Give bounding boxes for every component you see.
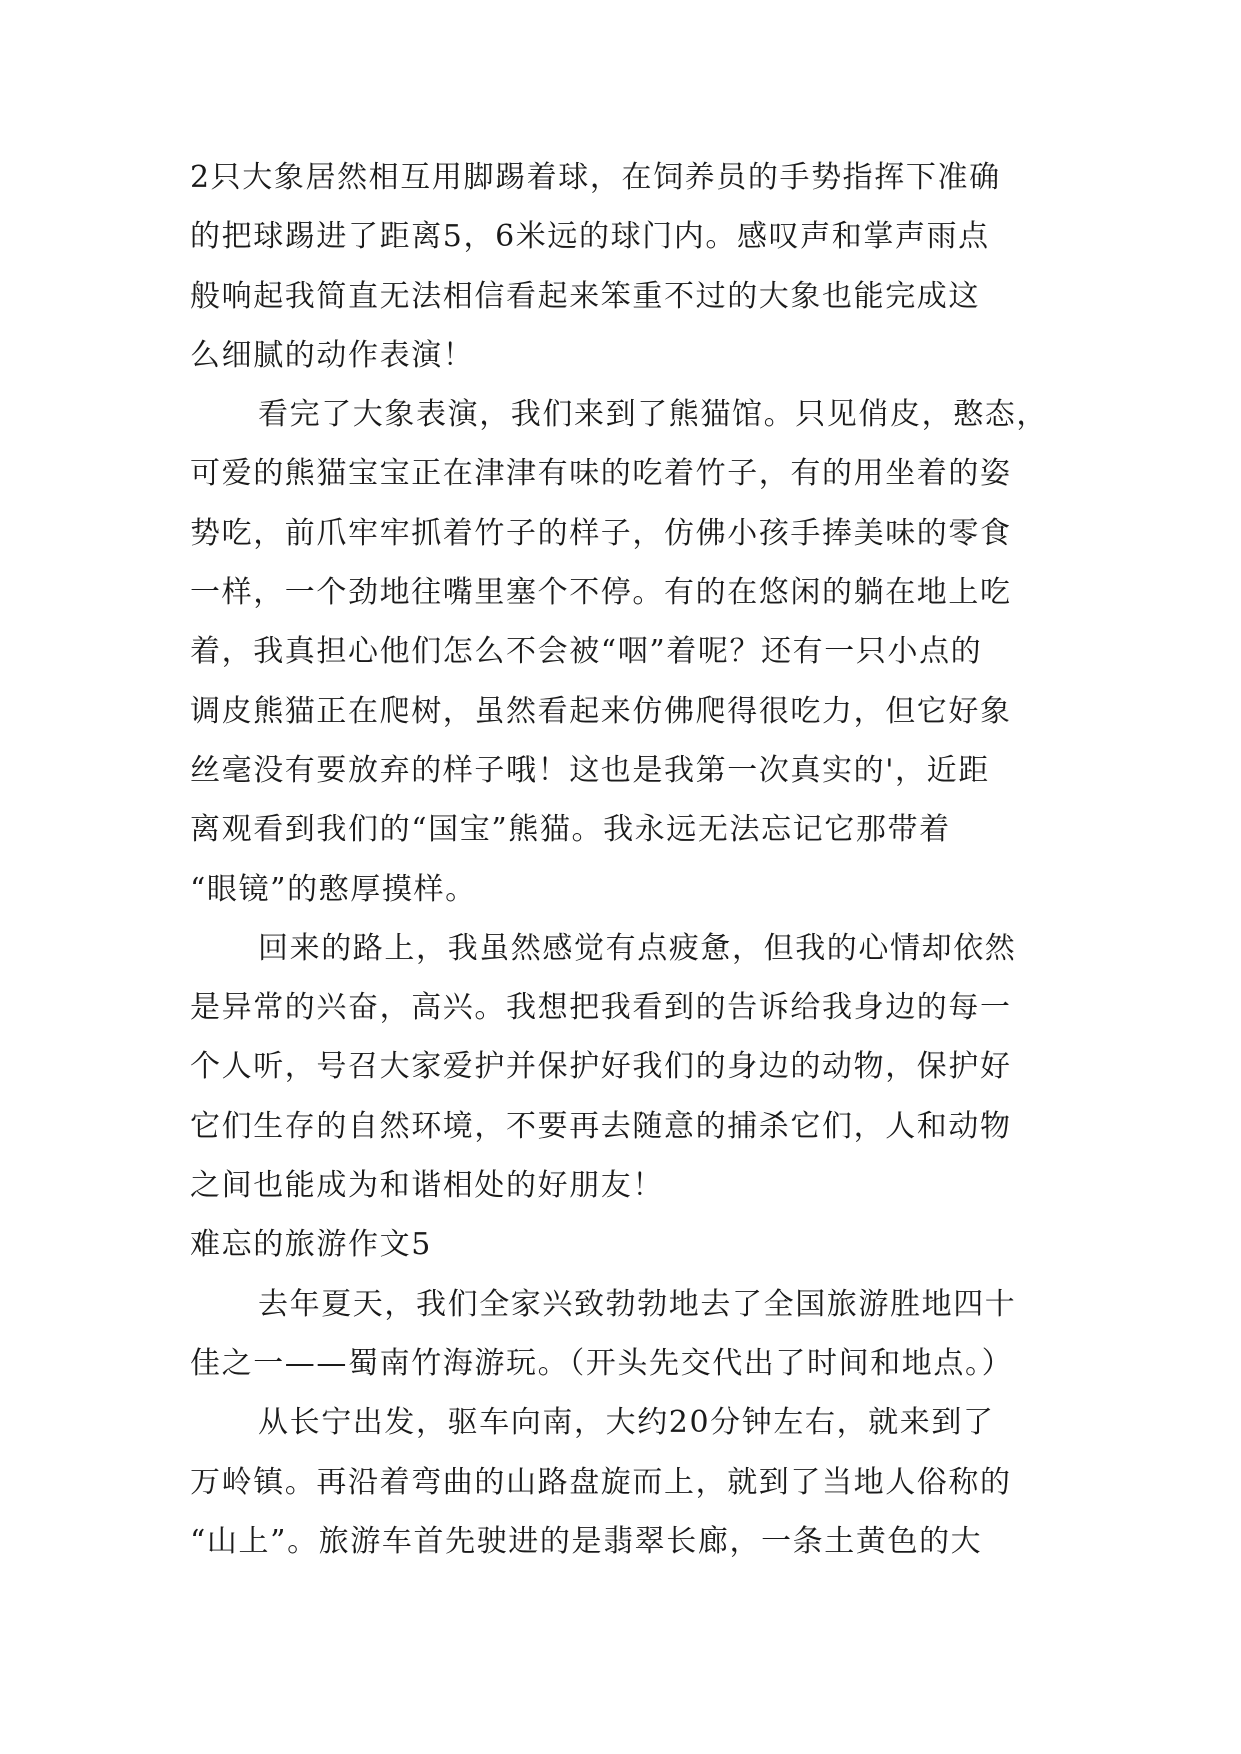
document-body [190, 158, 1060, 1581]
section-heading: 难忘的旅游作文5 [190, 1227, 432, 1263]
text-line: 般响起我简直无法相信看起来笨重不过的大象也能完成这 [190, 278, 980, 314]
text-line: “眼镜”的憨厚摸样。 [190, 871, 477, 907]
text-line: 可爱的熊猫宝宝正在津津有味的吃着竹子，有的用坐着的姿 [190, 456, 1012, 492]
text-line: 是异常的兴奋，高兴。我想把我看到的告诉给我身边的每一 [190, 990, 1012, 1026]
text-line: 着，我真担心他们怎么不会被“咽”着呢？还有一只小点的 [190, 634, 983, 670]
text-line: 么细腻的动作表演！ [190, 337, 475, 373]
text-line: 调皮熊猫正在爬树，虽然看起来仿佛爬得很吃力，但它好象 [190, 693, 1012, 729]
paragraph-first-line: 回来的路上，我虽然感觉有点疲惫，但我的心情却依然 [258, 930, 1017, 966]
text-line: 一样，一个劲地往嘴里塞个不停。有的在悠闲的躺在地上吃 [190, 575, 1012, 611]
text-line: 2只大象居然相互用脚踢着球，在饲养员的手势指挥下准确 [190, 160, 1001, 195]
paragraph-first-line: 从长宁出发，驱车向南，大约20分钟左右，就来到了 [258, 1405, 995, 1441]
text-line: 它们生存的自然环境，不要再去随意的捕杀它们，人和动物 [190, 1108, 1012, 1144]
text-line: 势吃，前爪牢牢抓着竹子的样子，仿佛小孩手捧美味的零食 [190, 515, 1012, 551]
text-line: 之间也能成为和谐相处的好朋友！ [190, 1168, 664, 1204]
text-line: 离观看到我们的“国宝”熊猫。我永远无法忘记它那带着 [190, 812, 951, 848]
text-line: 个人听，号召大家爱护并保护好我们的身边的动物，保护好 [190, 1049, 1012, 1085]
text-line: 的把球踢进了距离5，6米远的球门内。感叹声和掌声雨点 [190, 219, 990, 255]
paragraph-first-line: 去年夏天，我们全家兴致勃勃地去了全国旅游胜地四十 [258, 1286, 1017, 1322]
text-line: 万岭镇。再沿着弯曲的山路盘旋而上，就到了当地人俗称的 [190, 1464, 1012, 1500]
paragraph-first-line: 看完了大象表演，我们来到了熊猫馆。只见俏皮，憨态， [258, 397, 1048, 433]
text-line: 佳之一——蜀南竹海游玩。（开头先交代出了时间和地点。） [190, 1345, 1014, 1381]
text-line: “山上”。旅游车首先驶进的是翡翠长廊，一条土黄色的大 [190, 1523, 983, 1559]
text-line: 丝毫没有要放弃的样子哦！这也是我第一次真实的'，近距 [190, 752, 990, 788]
